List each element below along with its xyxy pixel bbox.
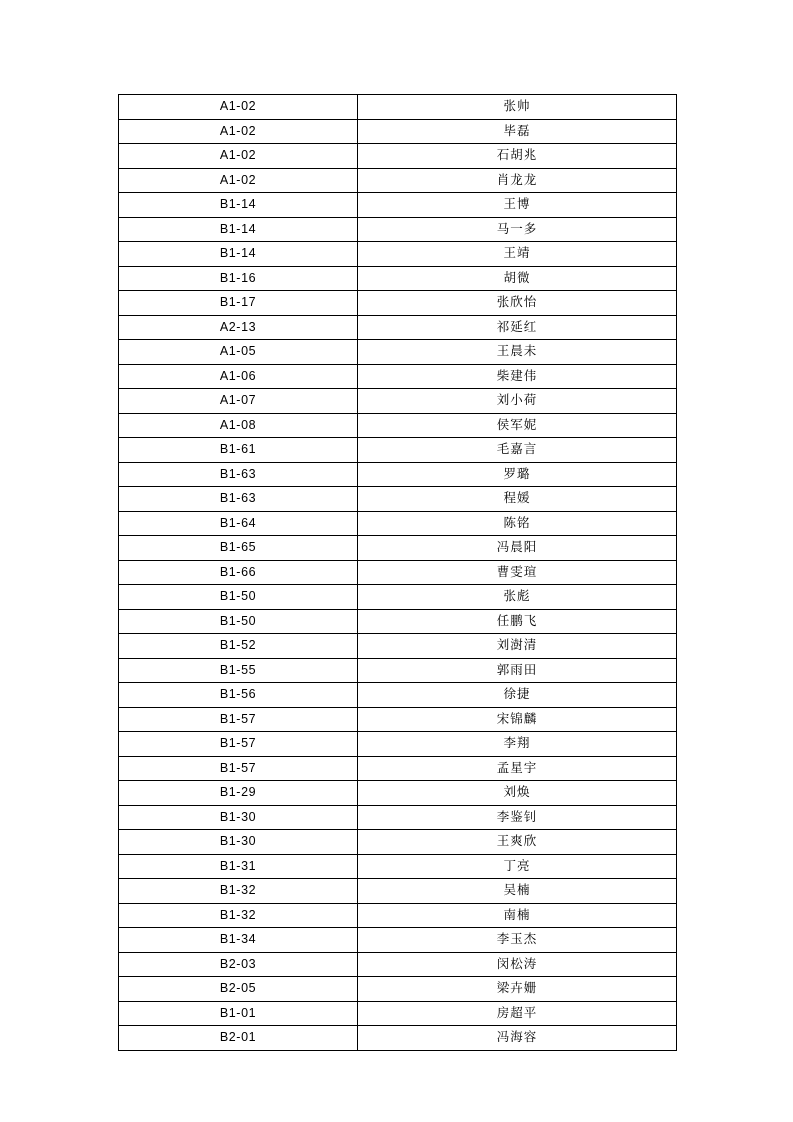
cell-room-code: B2-05 — [119, 977, 358, 1002]
cell-room-code: B1-32 — [119, 903, 358, 928]
table-row — [119, 291, 677, 316]
cell-room-code: A1-05 — [119, 340, 358, 365]
cell-person-name: 侯军妮 — [358, 413, 677, 438]
cell-room-code: B1-17 — [119, 291, 358, 316]
roster-table — [118, 94, 677, 1051]
cell-person-name: 李玉杰 — [358, 928, 677, 953]
table-row — [119, 879, 677, 904]
table-row — [119, 217, 677, 242]
table-row — [119, 95, 677, 120]
cell-room-code: B1-16 — [119, 266, 358, 291]
cell-room-code: B1-63 — [119, 487, 358, 512]
cell-person-name: 任鹏飞 — [358, 609, 677, 634]
cell-room-code: B1-66 — [119, 560, 358, 585]
cell-person-name: 张彪 — [358, 585, 677, 610]
cell-person-name: 徐捷 — [358, 683, 677, 708]
cell-person-name: 李鉴钊 — [358, 805, 677, 830]
cell-person-name: 冯海容 — [358, 1026, 677, 1051]
cell-room-code: B1-57 — [119, 756, 358, 781]
table-row — [119, 585, 677, 610]
table-row — [119, 511, 677, 536]
table-row — [119, 707, 677, 732]
cell-room-code: B1-63 — [119, 462, 358, 487]
table-row — [119, 903, 677, 928]
cell-person-name: 刘小荷 — [358, 389, 677, 414]
cell-person-name: 宋锦麟 — [358, 707, 677, 732]
cell-room-code: B1-56 — [119, 683, 358, 708]
table-row — [119, 830, 677, 855]
table-row — [119, 732, 677, 757]
table-row — [119, 756, 677, 781]
cell-person-name: 张欣怡 — [358, 291, 677, 316]
cell-person-name: 李翔 — [358, 732, 677, 757]
cell-person-name: 王晨未 — [358, 340, 677, 365]
cell-room-code: B1-30 — [119, 830, 358, 855]
cell-person-name: 丁亮 — [358, 854, 677, 879]
table-row — [119, 242, 677, 267]
table-row — [119, 462, 677, 487]
cell-room-code: A1-02 — [119, 144, 358, 169]
cell-room-code: A2-13 — [119, 315, 358, 340]
table-row — [119, 413, 677, 438]
cell-person-name: 程媛 — [358, 487, 677, 512]
cell-person-name: 罗璐 — [358, 462, 677, 487]
cell-room-code: A1-06 — [119, 364, 358, 389]
table-row — [119, 560, 677, 585]
cell-person-name: 闵松涛 — [358, 952, 677, 977]
cell-room-code: B1-14 — [119, 193, 358, 218]
cell-room-code: B1-50 — [119, 609, 358, 634]
cell-room-code: B1-61 — [119, 438, 358, 463]
cell-room-code: B1-52 — [119, 634, 358, 659]
table-row — [119, 1026, 677, 1051]
cell-room-code: B1-57 — [119, 732, 358, 757]
table-row — [119, 536, 677, 561]
cell-person-name: 毕磊 — [358, 119, 677, 144]
cell-person-name: 陈铭 — [358, 511, 677, 536]
cell-person-name: 张帅 — [358, 95, 677, 120]
cell-person-name: 吴楠 — [358, 879, 677, 904]
table-row — [119, 315, 677, 340]
table-row — [119, 805, 677, 830]
table-row — [119, 609, 677, 634]
cell-person-name: 梁卉姗 — [358, 977, 677, 1002]
table-row — [119, 487, 677, 512]
cell-room-code: B1-65 — [119, 536, 358, 561]
cell-room-code: B1-14 — [119, 217, 358, 242]
cell-room-code: B1-01 — [119, 1001, 358, 1026]
table-row — [119, 340, 677, 365]
table-row — [119, 683, 677, 708]
table-row — [119, 193, 677, 218]
table-row — [119, 119, 677, 144]
cell-room-code: B1-34 — [119, 928, 358, 953]
cell-person-name: 石胡兆 — [358, 144, 677, 169]
table-row — [119, 364, 677, 389]
cell-person-name: 毛嘉言 — [358, 438, 677, 463]
cell-room-code: B1-55 — [119, 658, 358, 683]
cell-room-code: B2-01 — [119, 1026, 358, 1051]
cell-person-name: 祁延红 — [358, 315, 677, 340]
table-row — [119, 658, 677, 683]
roster-table-container — [118, 94, 676, 1051]
table-row — [119, 168, 677, 193]
cell-person-name: 南楠 — [358, 903, 677, 928]
cell-person-name: 王爽欣 — [358, 830, 677, 855]
cell-room-code: B1-29 — [119, 781, 358, 806]
cell-room-code: A1-02 — [119, 95, 358, 120]
cell-person-name: 王靖 — [358, 242, 677, 267]
cell-person-name: 冯晨阳 — [358, 536, 677, 561]
table-row — [119, 389, 677, 414]
table-row — [119, 928, 677, 953]
table-row — [119, 977, 677, 1002]
cell-person-name: 肖龙龙 — [358, 168, 677, 193]
cell-room-code: A1-02 — [119, 168, 358, 193]
table-row — [119, 781, 677, 806]
roster-table-body — [119, 95, 677, 1051]
cell-room-code: B1-50 — [119, 585, 358, 610]
cell-person-name: 刘焕 — [358, 781, 677, 806]
cell-person-name: 房超平 — [358, 1001, 677, 1026]
table-row — [119, 438, 677, 463]
cell-person-name: 曹雯瑄 — [358, 560, 677, 585]
cell-person-name: 孟星宇 — [358, 756, 677, 781]
table-row — [119, 1001, 677, 1026]
cell-room-code: B1-30 — [119, 805, 358, 830]
table-row — [119, 952, 677, 977]
cell-room-code: B1-14 — [119, 242, 358, 267]
cell-room-code: B1-57 — [119, 707, 358, 732]
cell-room-code: A1-02 — [119, 119, 358, 144]
cell-room-code: A1-07 — [119, 389, 358, 414]
cell-person-name: 郭雨田 — [358, 658, 677, 683]
cell-room-code: B2-03 — [119, 952, 358, 977]
cell-room-code: B1-64 — [119, 511, 358, 536]
table-row — [119, 266, 677, 291]
table-row — [119, 634, 677, 659]
cell-person-name: 柴建伟 — [358, 364, 677, 389]
table-row — [119, 854, 677, 879]
cell-person-name: 胡微 — [358, 266, 677, 291]
cell-room-code: B1-32 — [119, 879, 358, 904]
cell-room-code: A1-08 — [119, 413, 358, 438]
table-row — [119, 144, 677, 169]
cell-person-name: 刘澍清 — [358, 634, 677, 659]
cell-person-name: 王博 — [358, 193, 677, 218]
cell-room-code: B1-31 — [119, 854, 358, 879]
cell-person-name: 马一多 — [358, 217, 677, 242]
